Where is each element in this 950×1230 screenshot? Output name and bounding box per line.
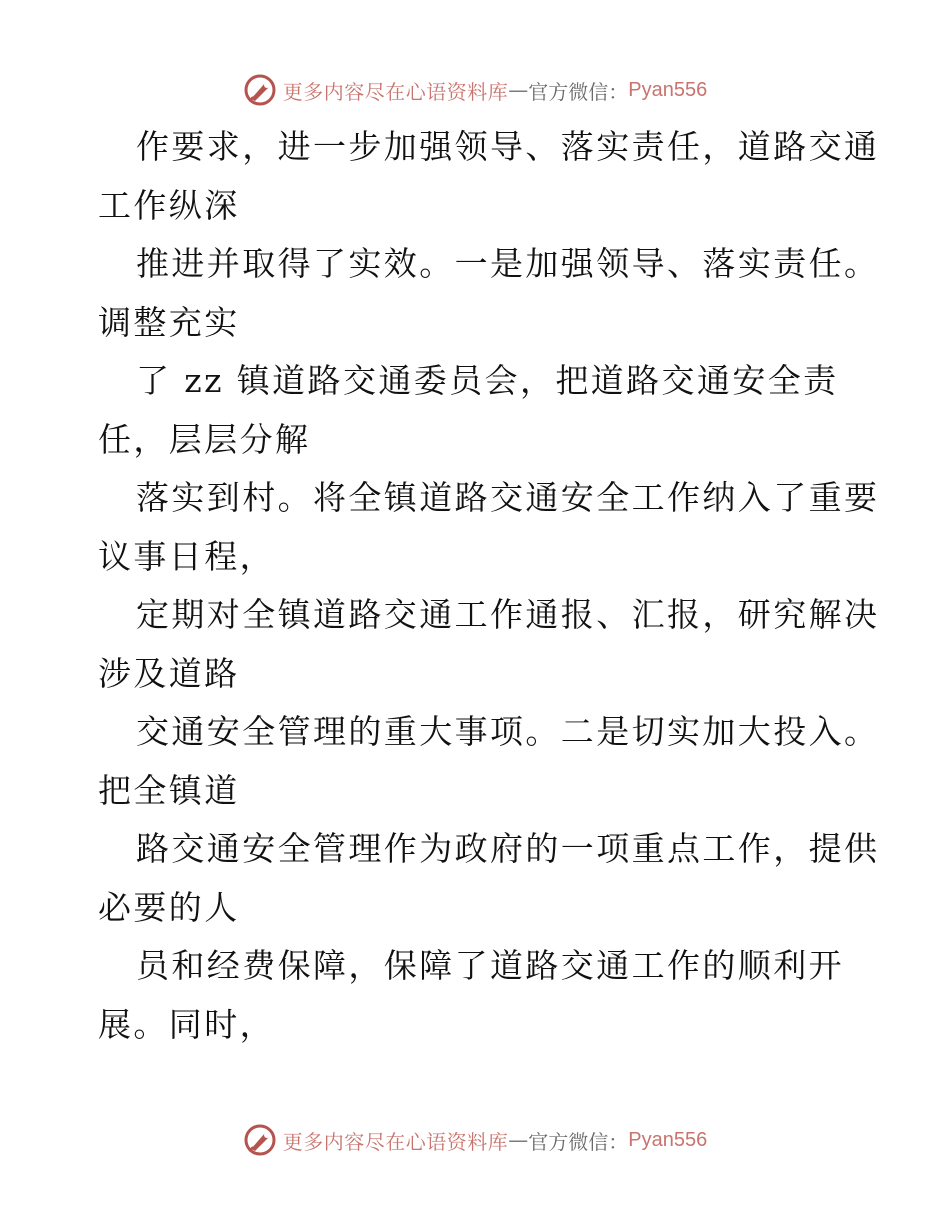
banner-wechat-label: 官方微信： <box>528 79 629 104</box>
banner-wechat-label: 官方微信： <box>528 1129 629 1154</box>
body-line: 必要的人 <box>98 887 240 927</box>
body-line: 任，层层分解 <box>98 419 311 459</box>
banner-wechat-id: Pyan556 <box>628 1128 708 1151</box>
body-line: 落实到村。将全镇道路交通安全工作纳入了重要 <box>136 478 880 517</box>
body-line: 展。同时， <box>98 1004 275 1044</box>
body-line: 议事日程， <box>98 536 275 576</box>
body-line: 调整充实 <box>98 302 240 342</box>
footer-banner <box>0 1120 950 1160</box>
body-line: 推进并取得了实效。一是加强领导、落实责任。 <box>136 244 880 283</box>
body-line: 员和经费保障，保障了道路交通工作的顺利开 <box>136 946 844 985</box>
document-body <box>98 118 880 1054</box>
banner-dash: — <box>508 78 529 102</box>
banner-site-text: 更多内容尽在心语资料库 <box>282 79 509 104</box>
pen-nib-logo-icon <box>243 1123 277 1157</box>
pen-nib-logo-icon <box>243 73 277 107</box>
body-line: 涉及道路 <box>98 653 240 693</box>
body-line: 工作纵深 <box>98 185 240 225</box>
body-line: 作要求，进一步加强领导、落实责任，道路交通 <box>136 127 880 166</box>
banner-site-text: 更多内容尽在心语资料库 <box>282 1129 509 1154</box>
banner-dash: — <box>508 1128 529 1152</box>
body-line: 把全镇道 <box>98 770 240 810</box>
banner-wechat-id: Pyan556 <box>628 78 708 101</box>
header-banner <box>0 70 950 110</box>
body-line: 了 zz 镇道路交通委员会，把道路交通安全责 <box>136 361 839 400</box>
body-line: 路交通安全管理作为政府的一项重点工作，提供 <box>136 829 880 868</box>
body-line: 定期对全镇道路交通工作通报、汇报，研究解决 <box>136 595 880 634</box>
body-line: 交通安全管理的重大事项。二是切实加大投入。 <box>136 712 880 751</box>
